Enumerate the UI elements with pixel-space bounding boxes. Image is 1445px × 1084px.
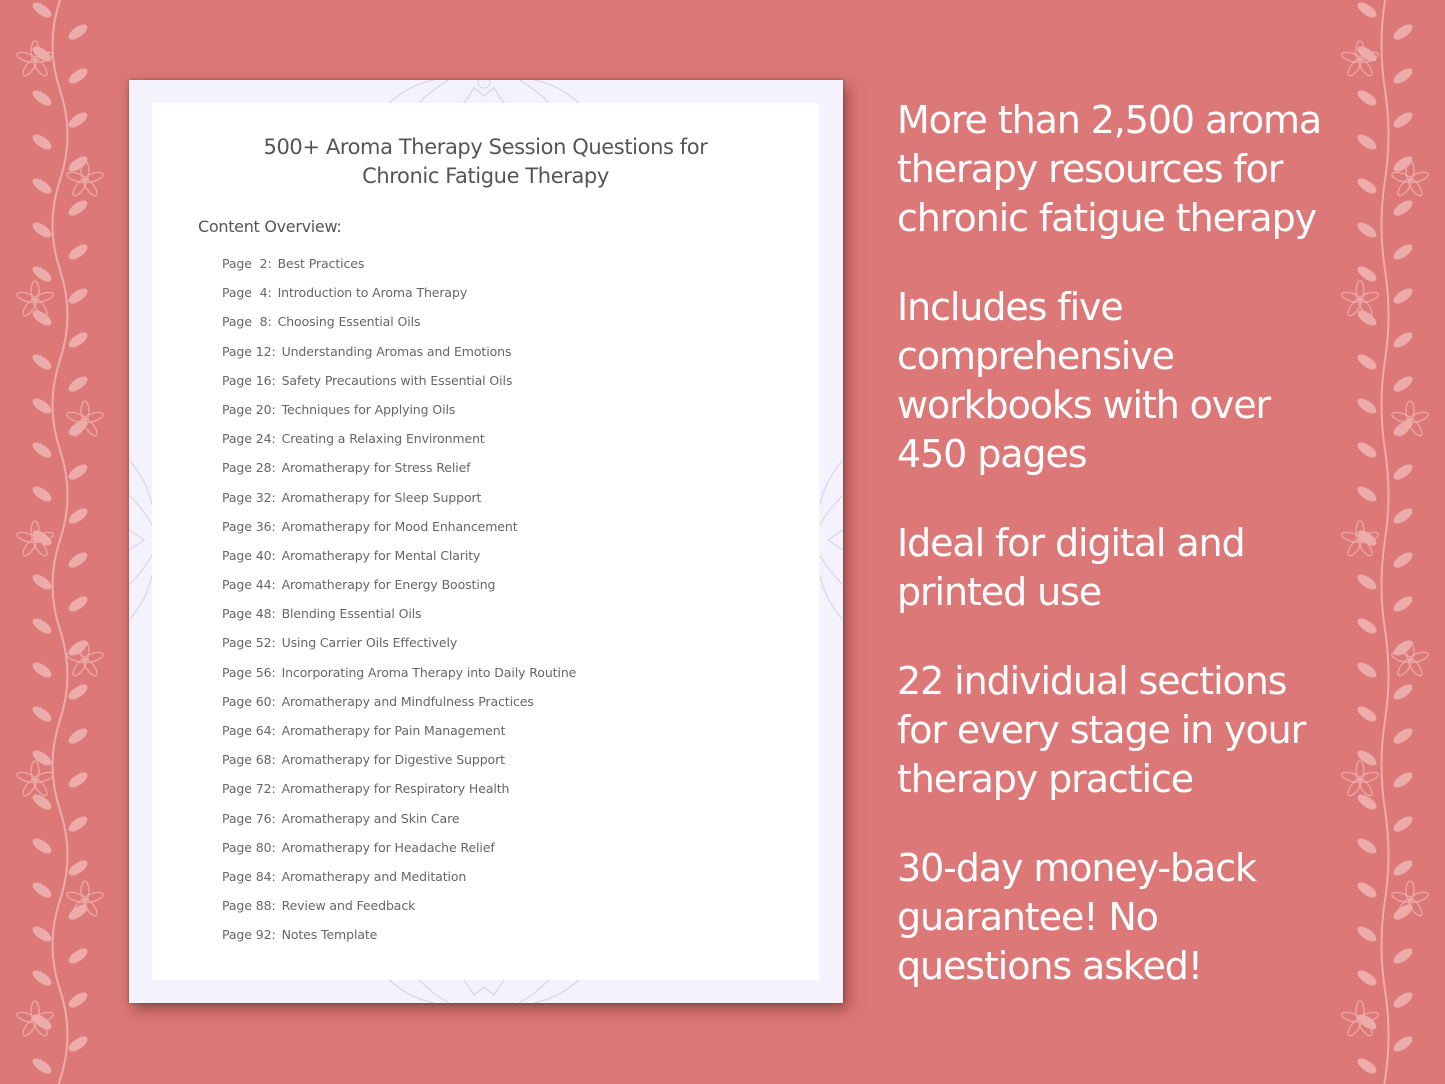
toc-entry: [222, 692, 576, 721]
toc-entry: [222, 633, 576, 662]
feature-text-line: 30-day money-back: [897, 846, 1256, 890]
toc-entry: [222, 342, 576, 371]
feature-text-line: Ideal for digital and: [897, 521, 1245, 565]
toc-section-title: Techniques for Applying Oils: [281, 401, 456, 417]
toc-section-title: Aromatherapy for Digestive Support: [281, 752, 505, 768]
toc-page-number: Page 24:: [222, 431, 276, 447]
toc-page-number: Page 52:: [222, 635, 276, 651]
toc-section-title: Creating a Relaxing Environment: [281, 431, 485, 447]
feature-text-line: therapy practice: [897, 757, 1194, 801]
feature-text-line: comprehensive: [897, 334, 1174, 378]
toc-section-title: Choosing Essential Oils: [277, 314, 421, 330]
feature-text-line: therapy resources for: [897, 147, 1283, 191]
feature-item: [897, 519, 1367, 617]
toc-entry: [222, 663, 576, 692]
toc-section-title: Aromatherapy for Stress Relief: [281, 460, 471, 476]
toc-page-number: Page 32:: [222, 489, 276, 505]
toc-section-title: Blending Essential Oils: [281, 606, 422, 622]
toc-entry: [222, 283, 576, 312]
feature-text-line: guarantee! No: [897, 895, 1158, 939]
mandala-bottom-decoration: [379, 980, 589, 1003]
toc-page-number: Page 40:: [222, 547, 276, 563]
toc-entry: [222, 488, 576, 517]
toc-entry: [222, 517, 576, 546]
toc-page-number: Page 12:: [222, 343, 276, 359]
toc-page-number: Page 72:: [222, 781, 276, 797]
toc-entry: [222, 925, 576, 954]
toc-entry: [222, 458, 576, 487]
content-overview-label: Content Overview:: [198, 217, 342, 236]
feature-text-line: chronic fatigue therapy: [897, 196, 1316, 240]
feature-item: [897, 96, 1367, 243]
toc-entry: [222, 809, 576, 838]
toc-section-title: Using Carrier Oils Effectively: [281, 635, 458, 651]
toc-entry: [222, 254, 576, 283]
toc-entry: [222, 400, 576, 429]
feature-text-line: for every stage in your: [897, 708, 1306, 752]
toc-page-number: Page 48:: [222, 606, 276, 622]
toc-section-title: Aromatherapy and Skin Care: [281, 810, 460, 826]
toc-page-number: Page 4:: [222, 285, 272, 301]
toc-section-title: Safety Precautions with Essential Oils: [281, 372, 513, 388]
feature-list: [897, 96, 1367, 1031]
toc-entry: [222, 312, 576, 341]
toc-section-title: Aromatherapy and Mindfulness Practices: [281, 693, 534, 709]
toc-page-number: Page 64:: [222, 723, 276, 738]
feature-item: [897, 844, 1367, 991]
feature-text-line: workbooks with over: [897, 383, 1270, 427]
floral-vine-left-decoration: [0, 0, 120, 1084]
feature-text-line: questions asked!: [897, 944, 1202, 988]
document-content-area: [152, 103, 819, 980]
toc-entry: [222, 896, 576, 925]
toc-section-title: Aromatherapy for Mood Enhancement: [281, 518, 518, 534]
toc-section-title: Notes Template: [281, 927, 378, 943]
toc-entry: [222, 604, 576, 633]
toc-page-number: Page 68:: [222, 752, 276, 768]
feature-text-line: 450 pages: [897, 432, 1087, 476]
document-title: [152, 133, 819, 191]
toc-section-title: Aromatherapy for Mental Clarity: [281, 547, 481, 563]
toc-page-number: Page 16:: [222, 372, 276, 388]
toc-page-number: Page 88:: [222, 898, 276, 914]
toc-page-number: Page 2:: [222, 256, 272, 271]
toc-entry: [222, 429, 576, 458]
toc-entry: [222, 371, 576, 400]
toc-page-number: Page 44:: [222, 577, 276, 593]
toc-entry: [222, 750, 576, 779]
toc-entry: [222, 546, 576, 575]
toc-page-number: Page 8:: [222, 314, 272, 330]
toc-entry: [222, 575, 576, 604]
toc-page-number: Page 92:: [222, 927, 276, 943]
toc-page-number: Page 80:: [222, 839, 276, 855]
toc-page-number: Page 28:: [222, 460, 276, 476]
toc-entry: [222, 721, 576, 750]
mandala-top-decoration: [379, 80, 589, 103]
mandala-left-decoration: [129, 450, 152, 630]
toc-section-title: Best Practices: [277, 256, 365, 271]
toc-section-title: Aromatherapy for Headache Relief: [281, 839, 495, 855]
document-title-line-1: 500+ Aroma Therapy Session Questions for: [263, 135, 708, 159]
toc-entry: [222, 867, 576, 896]
toc-section-title: Aromatherapy for Respiratory Health: [281, 781, 510, 797]
toc-section-title: Introduction to Aroma Therapy: [277, 285, 468, 301]
toc-page-number: Page 56:: [222, 664, 276, 680]
toc-section-title: Aromatherapy for Pain Management: [281, 723, 506, 738]
feature-item: [897, 283, 1367, 479]
toc-page-number: Page 60:: [222, 693, 276, 709]
toc-section-title: Aromatherapy for Sleep Support: [281, 489, 482, 505]
toc-entry: [222, 779, 576, 808]
feature-text-line: printed use: [897, 570, 1102, 614]
document-title-line-2: Chronic Fatigue Therapy: [362, 164, 609, 188]
toc-page-number: Page 84:: [222, 868, 276, 884]
toc-section-title: Aromatherapy and Meditation: [281, 868, 467, 884]
toc-page-number: Page 20:: [222, 401, 276, 417]
document-preview-page: [129, 80, 843, 1003]
table-of-contents: [222, 254, 576, 955]
toc-section-title: Review and Feedback: [281, 898, 416, 914]
toc-page-number: Page 76:: [222, 810, 276, 826]
mandala-right-decoration: [820, 450, 843, 630]
feature-text-line: Includes five: [897, 285, 1123, 329]
feature-text-line: More than 2,500 aroma: [897, 98, 1322, 142]
feature-text-line: 22 individual sections: [897, 659, 1287, 703]
toc-section-title: Incorporating Aroma Therapy into Daily Routine: [281, 664, 577, 680]
toc-entry: [222, 838, 576, 867]
toc-section-title: Understanding Aromas and Emotions: [281, 343, 512, 359]
toc-section-title: Aromatherapy for Energy Boosting: [281, 577, 496, 593]
toc-page-number: Page 36:: [222, 518, 276, 534]
feature-item: [897, 657, 1367, 804]
